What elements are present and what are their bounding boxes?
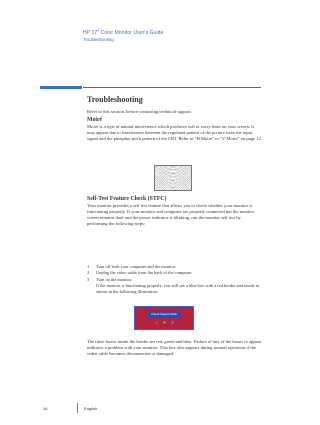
- steps-list: [87, 264, 262, 295]
- step-text: Turn off both your computer and the monitor.: [96, 264, 176, 269]
- step-3: [87, 277, 262, 295]
- footer-divider: [77, 403, 78, 413]
- footer-page-number: 16: [43, 406, 48, 411]
- step-text: Turn on the monitor.: [96, 276, 133, 282]
- page-title: Troubleshooting: [87, 95, 143, 104]
- step-text: Unplug the video cable from the back of the computer.: [96, 270, 193, 276]
- blue-light-icon: [171, 321, 174, 324]
- step-number: 2: [87, 270, 90, 276]
- check-signal-illustration: [134, 306, 194, 330]
- step-subtext: If the monitor is functioning properly, you will see a blue box with a red border and inside as shown in the following illustration:: [96, 283, 260, 295]
- closing-text: The three boxes inside the border are red, green and blue. Failure of any of the boxes to appear indicates a problem with your monitor. This box also appears during normal operation if the video cable becomes disconnected or damaged.: [87, 339, 262, 356]
- intro-text: Refer to this section, before contacting technical support.: [87, 109, 192, 114]
- red-light-icon: [155, 321, 158, 324]
- moire-text: Moiré is a type of natural interference which produces soft or wavy lines on your screen. It may appear due to interference between the regulated pattern of the picture from the input signal and the phosphor pitch pattern of the CRT. Refer to "H Moire" or "V Moire" on page 12.: [87, 124, 262, 141]
- moire-illustration: [154, 165, 192, 191]
- step-number: 3: [87, 276, 90, 282]
- green-light-icon: [163, 321, 166, 324]
- header-title: HP 17" Color Monitor User's Guide: [83, 30, 164, 36]
- footer-language: English: [84, 406, 98, 411]
- stfc-heading: Self-Test Feature Check (STFC): [87, 196, 167, 202]
- section-rule-thin: [83, 87, 261, 88]
- stfc-text: Your monitor provides a self test feature that allows you to check whether your monitor is functioning properly. If your monitor and computer are properly connected but the monitor screen remains dark and the power indicator is blinking, run the monitor self test by performing the following steps:: [87, 203, 255, 226]
- step-number: 1: [87, 264, 90, 269]
- header-section: Troubleshooting: [83, 37, 114, 42]
- moire-heading: Moiré: [87, 117, 103, 123]
- section-rule-thick: [40, 86, 82, 89]
- check-signal-label: Check Signal Cable: [147, 311, 181, 318]
